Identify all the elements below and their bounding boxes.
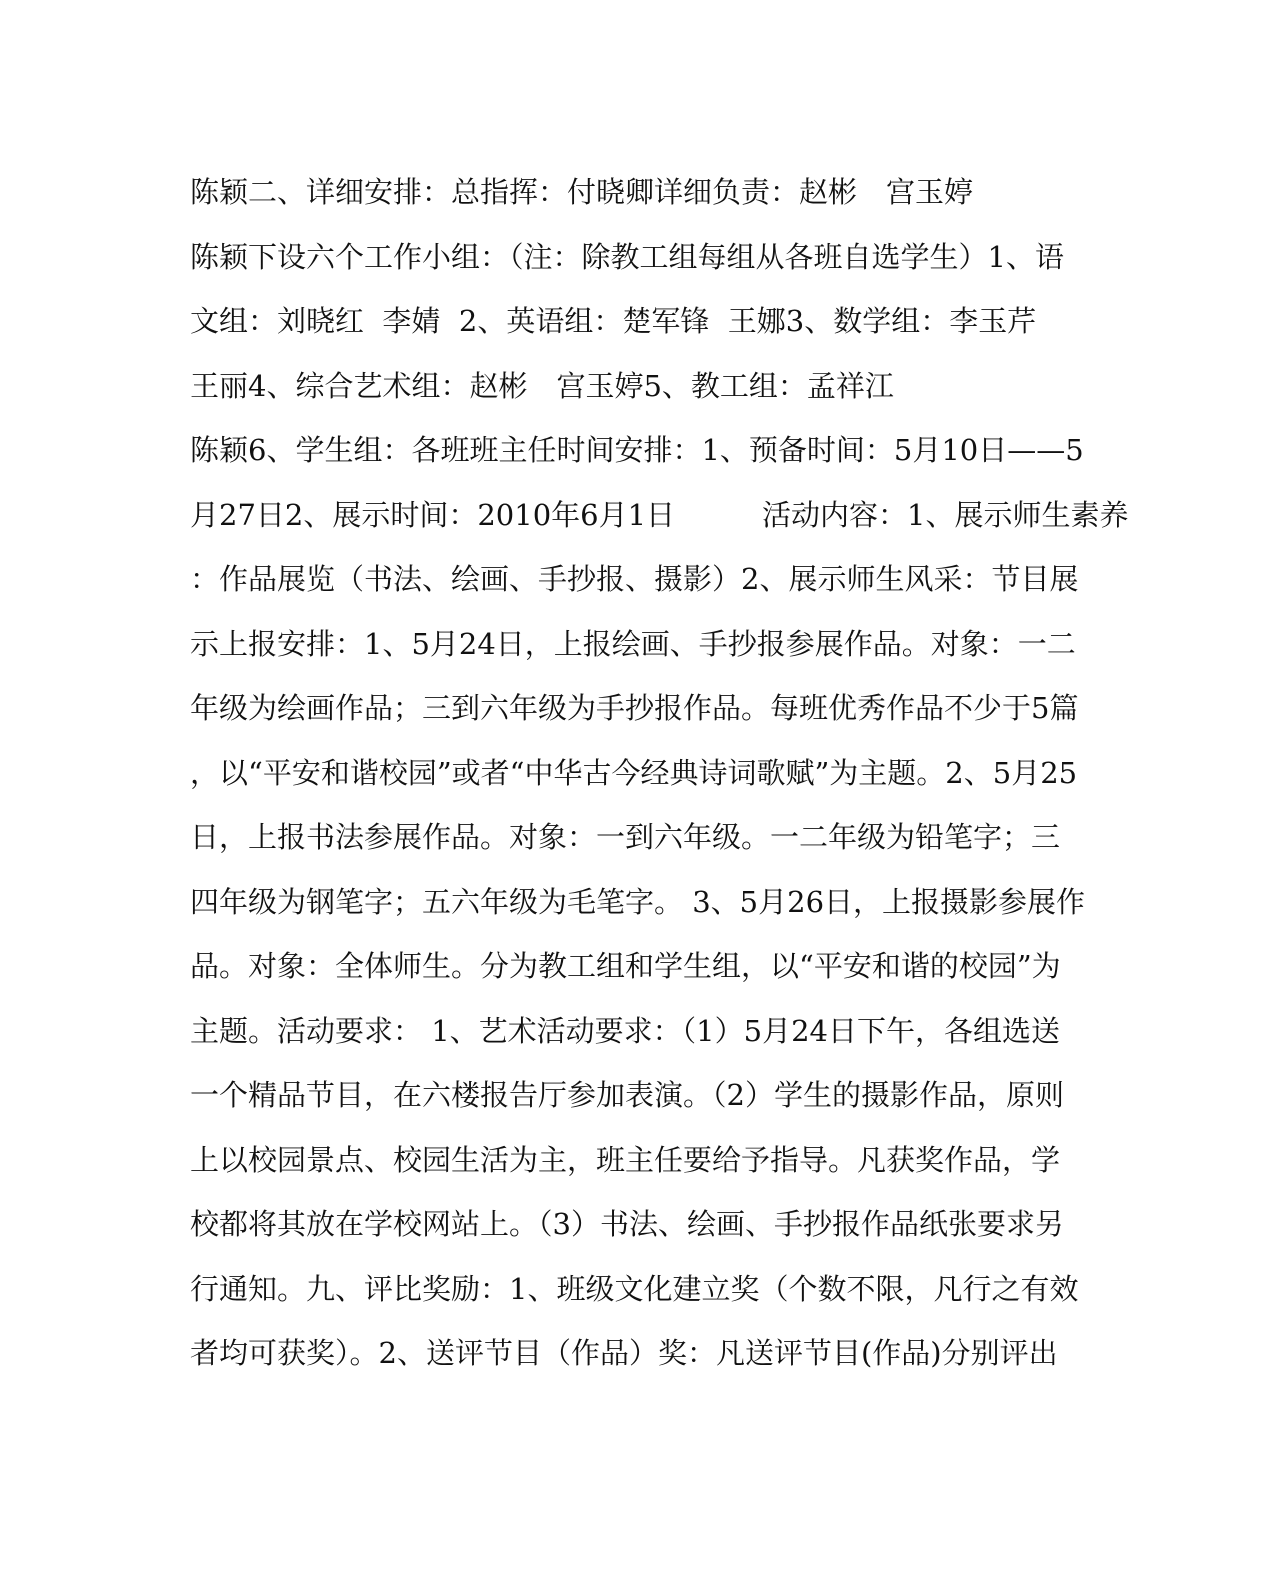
text-line: 文组：刘晓红 李婧 2、英语组：楚军锋 王娜3、数学组：李玉芹 xyxy=(190,304,1037,338)
text-line: 陈颖二、详细安排：总指挥：付晓卿详细负责：赵彬 宫玉婷 xyxy=(190,175,974,209)
text-line: 主题。活动要求： 1、艺术活动要求：（1）5月24日下午，各组选送 xyxy=(190,1013,1060,1048)
text-line: 陈颖下设六个工作小组：（注：除教工组每组从各班自选学生）1、语 xyxy=(190,239,1064,274)
text-line: 校都将其放在学校网站上。（3）书法、绘画、手抄报作品纸张要求另 xyxy=(190,1207,1064,1241)
text-line: 月27日2、展示时间：2010年6月1日 活动内容：1、展示师生素养 xyxy=(190,497,1129,532)
text-line: 陈颖6、学生组：各班班主任时间安排：1、预备时间：5月10日——5 xyxy=(190,433,1084,467)
text-line: 日，上报书法参展作品。对象：一到六年级。一二年级为铅笔字；三 xyxy=(190,820,1061,854)
text-line: 者均可获奖）。2、送评节目（作品）奖：凡送评节目(作品)分别评出 xyxy=(190,1336,1058,1370)
text-line: ：作品展览（书法、绘画、手抄报、摄影）2、展示师生风采：节目展 xyxy=(190,562,1079,596)
text-line: ，以“平安和谐校园”或者“中华古今经典诗词歌赋”为主题。2、5月25 xyxy=(190,755,1078,790)
body-text xyxy=(190,160,1129,1386)
text-line: 品。对象：全体师生。分为教工组和学生组，以“平安和谐的校园”为 xyxy=(190,949,1061,983)
text-line: 上以校园景点、校园生活为主，班主任要给予指导。凡获奖作品，学 xyxy=(190,1142,1061,1177)
text-line: 王丽4、综合艺术组：赵彬 宫玉婷5、教工组：孟祥江 xyxy=(190,368,894,403)
text-line: 年级为绘画作品；三到六年级为手抄报作品。每班优秀作品不少于5篇 xyxy=(190,691,1079,725)
text-line: 行通知。九、评比奖励：1、班级文化建立奖（个数不限，凡行之有效 xyxy=(190,1271,1079,1306)
text-line: 一个精品节目，在六楼报告厅参加表演。（2）学生的摄影作品，原则 xyxy=(190,1078,1064,1112)
text-line: 四年级为钢笔字；五六年级为毛笔字。 3、5月26日，上报摄影参展作 xyxy=(190,884,1086,919)
text-line: 示上报安排：1、5月24日，上报绘画、手抄报参展作品。对象：一二 xyxy=(190,626,1076,661)
